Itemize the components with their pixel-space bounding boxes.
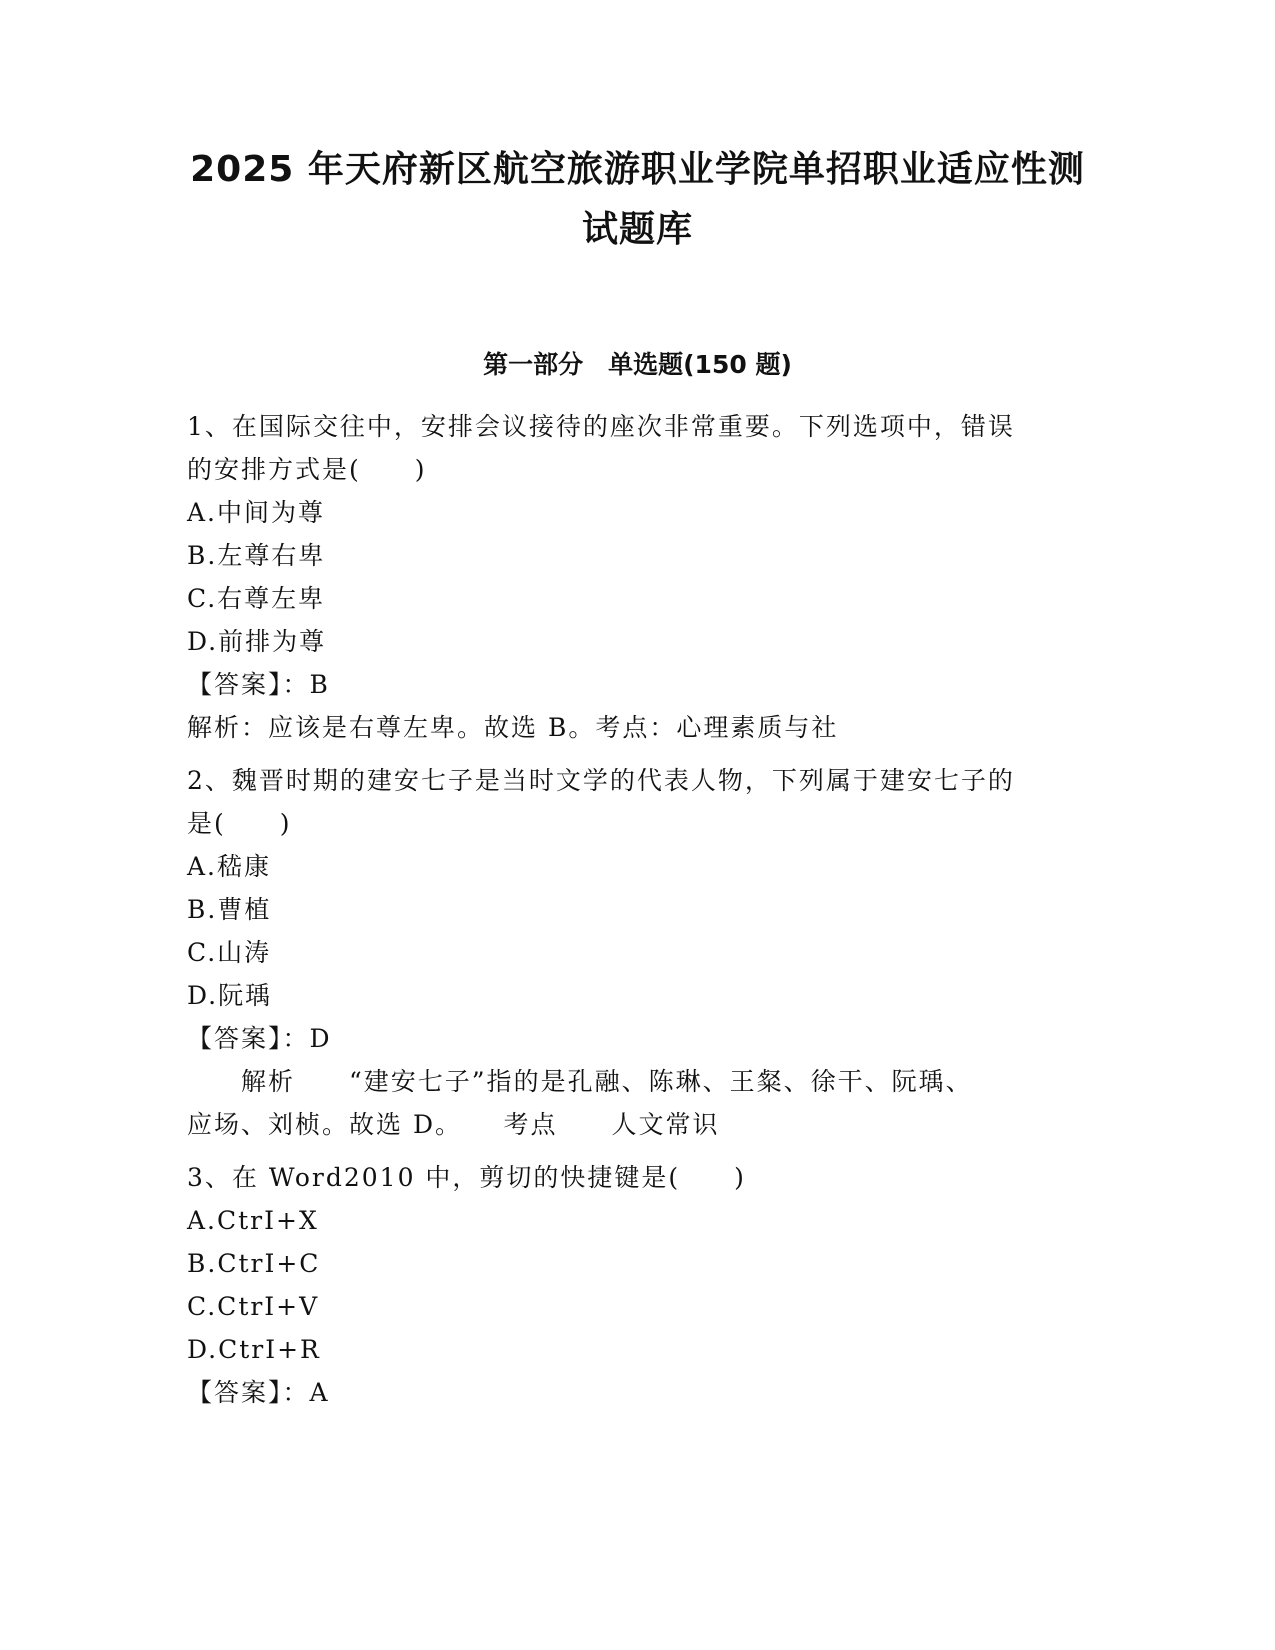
question-stem: 1、在国际交往中，安排会议接待的座次非常重要。下列选项中，错误 — [187, 412, 1015, 441]
question-1 — [187, 405, 1087, 749]
question-stem: 3、在 Word2010 中，剪切的快捷键是( ) — [187, 1163, 746, 1192]
option-c: C.右尊左卑 — [187, 584, 326, 613]
title-line-1: 2025 年天府新区航空旅游职业学院单招职业适应性测 — [190, 149, 1085, 190]
question-list — [187, 405, 1087, 1424]
option-d: D.CtrI+R — [187, 1335, 321, 1364]
question-stem: 的安排方式是( ) — [187, 455, 427, 484]
analysis: 应场、刘桢。故选 D。 考点 人文常识 — [187, 1110, 720, 1139]
section-heading: 第一部分 单选题(150 题) — [483, 350, 792, 379]
question-2 — [187, 759, 1087, 1146]
analysis: 解析：应该是右尊左卑。故选 B。考点：心理素质与社 — [187, 713, 839, 742]
answer: 【答案】：D — [187, 1024, 332, 1053]
option-d: D.阮瑀 — [187, 981, 273, 1010]
question-stem: 2、魏晋时期的建安七子是当时文学的代表人物，下列属于建安七子的 — [187, 766, 1015, 795]
answer: 【答案】：A — [187, 1378, 330, 1407]
option-c: C.山涛 — [187, 938, 272, 967]
option-d: D.前排为尊 — [187, 627, 327, 656]
option-b: B.曹植 — [187, 895, 272, 924]
option-a: A.CtrI+X — [187, 1206, 319, 1235]
answer: 【答案】：B — [187, 670, 330, 699]
title-line-2: 试题库 — [581, 209, 693, 250]
document-title — [150, 140, 1125, 260]
option-a: A.嵇康 — [187, 852, 272, 881]
option-c: C.CtrI+V — [187, 1292, 320, 1321]
analysis: 解析 “建安七子”指的是孔融、陈琳、王粲、徐干、阮瑀、 — [187, 1067, 973, 1096]
question-3 — [187, 1156, 1087, 1414]
option-b: B.左尊右卑 — [187, 541, 326, 570]
option-a: A.中间为尊 — [187, 498, 326, 527]
question-stem: 是( ) — [187, 809, 292, 838]
option-b: B.CtrI+C — [187, 1249, 321, 1278]
